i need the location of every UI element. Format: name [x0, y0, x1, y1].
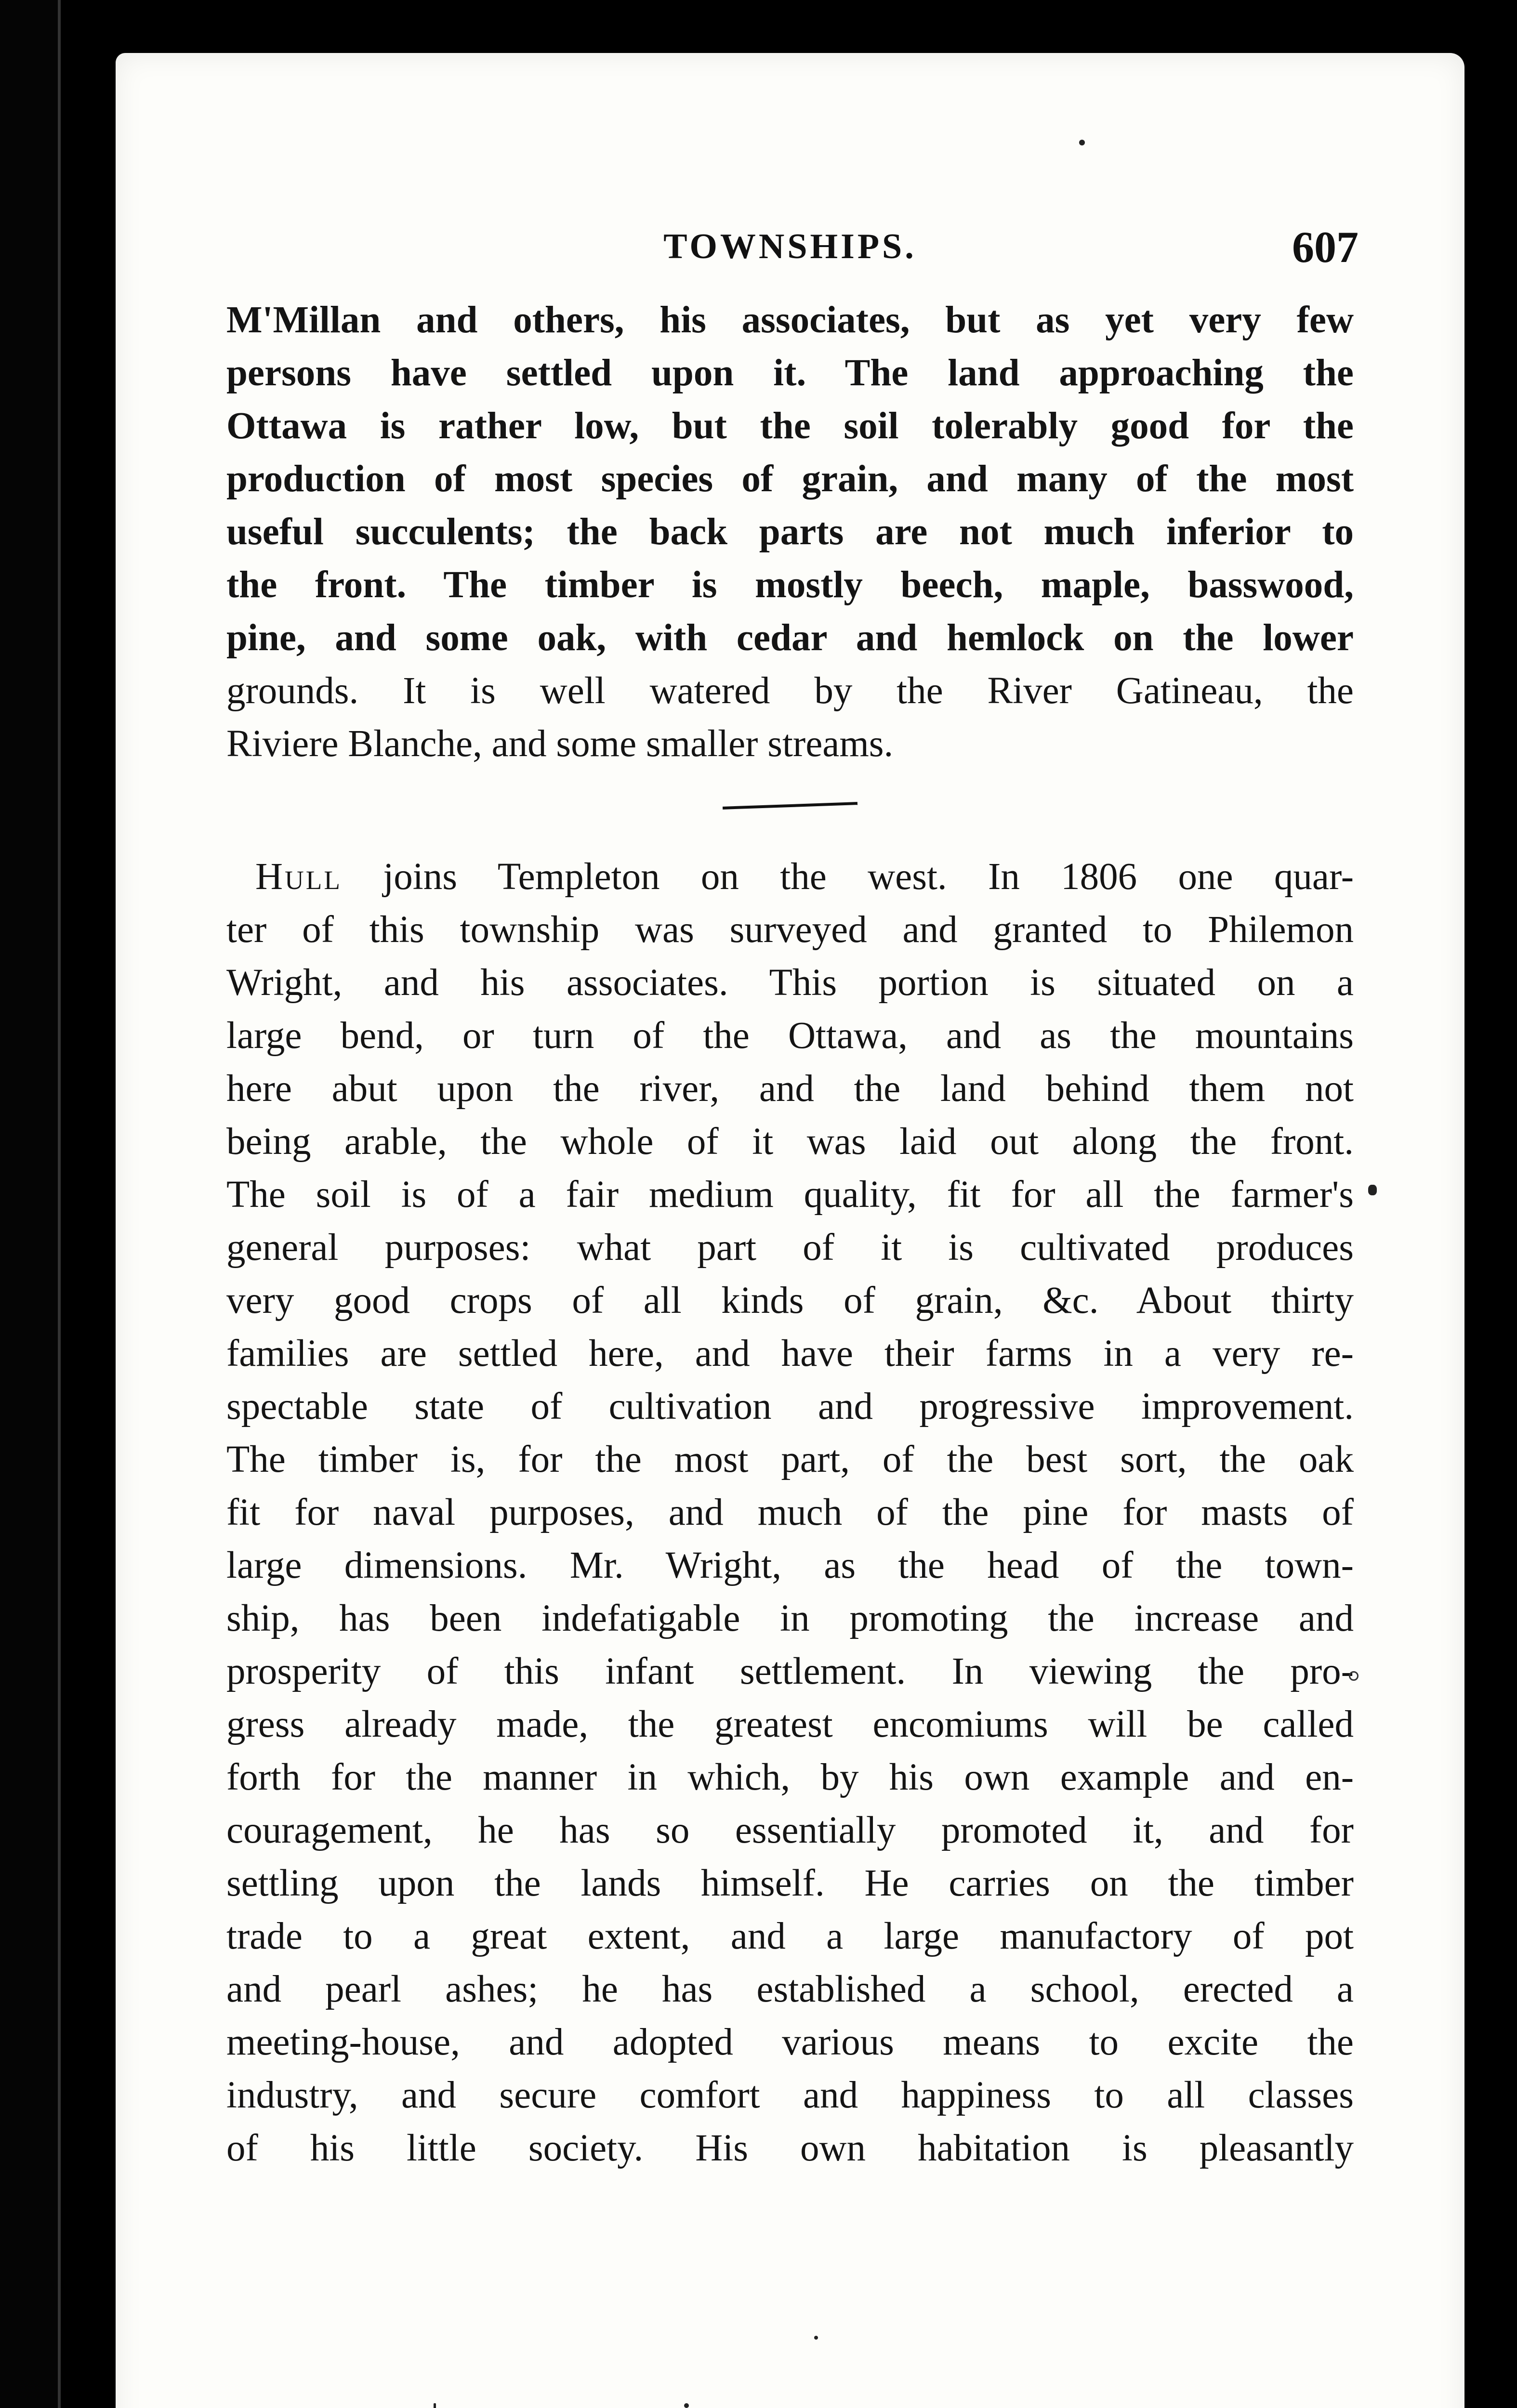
text-line: industry, and secure comfort and happiness to all classes [226, 2074, 1354, 2116]
scan-speck [1349, 1671, 1359, 1681]
text-line: The timber is, for the most part, of the best sort, the oak [226, 1439, 1354, 1480]
text-line: grounds. It is well watered by the River Gatineau, the [226, 670, 1354, 712]
text-line: gress already made, the greatest encomiums will be called [226, 1703, 1354, 1745]
text-line: Wright, and his associates. This portion is situated on a [226, 962, 1354, 1004]
scan-speck [434, 2403, 436, 2408]
text-line: M'Millan and others, his associates, but as yet very few [226, 299, 1354, 341]
text-line: meeting-house, and adopted various means to excite the [226, 2021, 1354, 2063]
text-line: large bend, or turn of the Ottawa, and as the mountains [226, 1015, 1354, 1057]
text-line: ship, has been indefatigable in promoting the increase and [226, 1597, 1354, 1639]
text-line: families are settled here, and have their farms in a very re- [226, 1333, 1354, 1374]
text-line: very good crops of all kinds of grain, &c. About thirty [226, 1280, 1354, 1322]
text-line: the front. The timber is mostly beech, maple, basswood, [226, 564, 1354, 606]
text-line: Riviere Blanche, and some smaller streams. [226, 723, 894, 765]
text-line: settling upon the lands himself. He carries on the timber [226, 1862, 1354, 1904]
text-line: persons have settled upon it. The land approaching the [226, 352, 1354, 394]
text-line: being arable, the whole of it was laid out along the front. [226, 1121, 1354, 1163]
text-line: trade to a great extent, and a large manufactory of pot [226, 1915, 1354, 1957]
text-line-rest: joins Templeton on the west. In 1806 one quar- [342, 856, 1354, 898]
paragraph-hull [226, 851, 1354, 2175]
running-head [226, 222, 1359, 294]
text-line: production of most species of grain, and many of the most [226, 458, 1354, 500]
text-line: and pearl ashes; he has established a school, erected a [226, 1968, 1354, 2010]
text-line: of his little society. His own habitation is pleasantly [226, 2127, 1354, 2169]
text-line: fit for naval purposes, and much of the pine for masts of [226, 1492, 1354, 1533]
paragraph-templeton-end [226, 294, 1354, 771]
scan-speck [684, 2403, 689, 2408]
text-line: pine, and some oak, with cedar and hemlock on the lower [226, 617, 1354, 659]
text-line: useful succulents; the back parts are not much inferior to [226, 511, 1354, 553]
section-lead-word: Hull [255, 856, 342, 898]
text-line: spectable state of cultivation and progressive improvement. [226, 1386, 1354, 1427]
running-title: TOWNSHIPS. [663, 227, 917, 266]
section-divider [723, 802, 857, 810]
page-number: 607 [1292, 222, 1359, 272]
scan-speck [1079, 140, 1085, 145]
scan-speck [1368, 1185, 1377, 1195]
text-line: here abut upon the river, and the land behind them not [226, 1068, 1354, 1110]
scan-left-edge [0, 0, 61, 2408]
text-line: ter of this township was surveyed and granted to Philemon [226, 909, 1354, 951]
text-line: forth for the manner in which, by his own example and en- [226, 1756, 1354, 1798]
text-line: Ottawa is rather low, but the soil tolerably good for the [226, 405, 1354, 447]
page-content [226, 222, 1359, 2175]
text-line: general purposes: what part of it is cultivated produces [226, 1227, 1354, 1269]
text-line: prosperity of this infant settlement. In viewing the pro- [226, 1650, 1354, 1692]
text-line: The soil is of a fair medium quality, fit for all the farmer's [226, 1174, 1354, 1216]
text-line: large dimensions. Mr. Wright, as the head of the town- [226, 1544, 1354, 1586]
book-page [116, 53, 1464, 2408]
text-line: couragement, he has so essentially promoted it, and for [226, 1809, 1354, 1851]
text-line-first [226, 851, 1354, 903]
scan-speck [814, 2336, 818, 2340]
